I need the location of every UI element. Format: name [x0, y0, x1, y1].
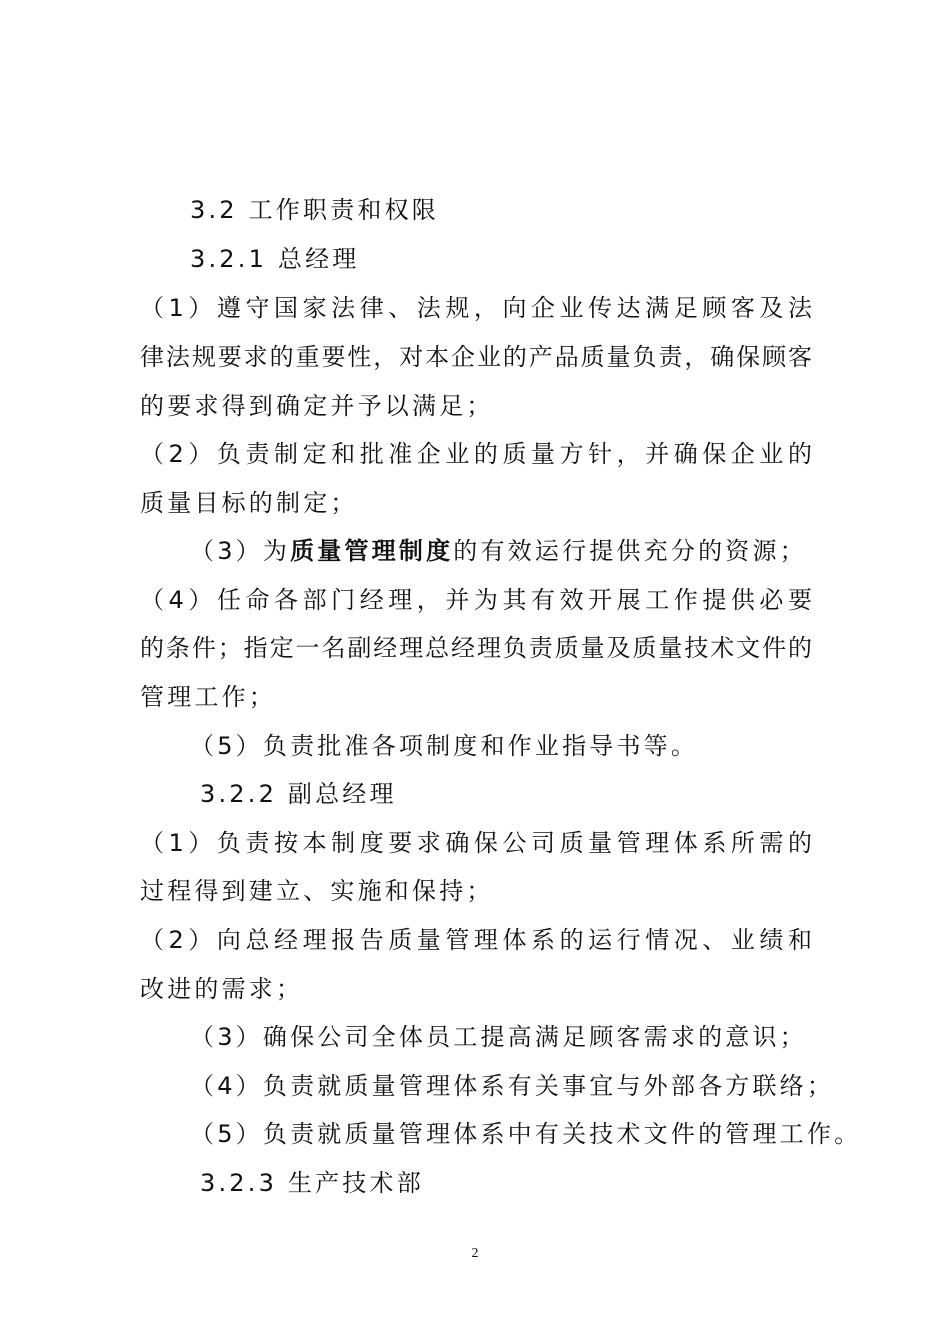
dgm-item-3: （3）确保公司全体员工提高满足顾客需求的意识；	[190, 1023, 807, 1051]
gm-item-1-line-1: （1）遵守国家法律、法规，向企业传达满足顾客及法	[140, 294, 812, 322]
dgm-item-1-line-2: 过程得到建立、实施和保持；	[140, 877, 494, 905]
heading-3-2-3: 3.2.3 生产技术部	[200, 1169, 424, 1197]
gm-item-5: （5）负责批准各项制度和作业指导书等。	[190, 732, 699, 760]
heading-3-2: 3.2 工作职责和权限	[190, 196, 439, 224]
gm-item-4-line-2: 的条件；指定一名副经理总经理负责质量及质量技术文件的	[140, 634, 812, 662]
heading-3-2-1: 3.2.1 总经理	[190, 245, 360, 273]
dgm-item-5: （5）负责就质量管理体系中有关技术文件的管理工作。	[190, 1120, 862, 1148]
heading-3-2-2: 3.2.2 副总经理	[200, 780, 397, 808]
dgm-item-2-line-1: （2）向总经理报告质量管理体系的运行情况、业绩和	[140, 926, 812, 954]
gm-item-3-bold-term: 质量管理制度	[290, 537, 454, 565]
gm-item-4-line-1: （4）任命各部门经理，并为其有效开展工作提供必要	[140, 586, 812, 614]
gm-item-3-prefix: （3）为	[190, 537, 291, 565]
gm-item-3	[190, 536, 807, 566]
dgm-item-4: （4）负责就质量管理体系有关事宜与外部各方联络；	[190, 1072, 835, 1100]
gm-item-2-line-1: （2）负责制定和批准企业的质量方针，并确保企业的	[140, 440, 812, 468]
gm-item-1-line-2: 律法规要求的重要性，对本企业的产品质量负责，确保顾客	[140, 343, 812, 371]
page-number: 2	[471, 1246, 479, 1261]
gm-item-1-line-3: 的要求得到确定并予以满足；	[140, 392, 494, 420]
dgm-item-2-line-2: 改进的需求；	[140, 975, 304, 1003]
dgm-item-1-line-1: （1）负责按本制度要求确保公司质量管理体系所需的	[140, 829, 812, 857]
gm-item-2-line-2: 质量目标的制定；	[140, 489, 358, 517]
gm-item-4-line-3: 管理工作；	[140, 683, 276, 711]
gm-item-3-suffix: 的有效运行提供充分的资源；	[453, 537, 807, 565]
